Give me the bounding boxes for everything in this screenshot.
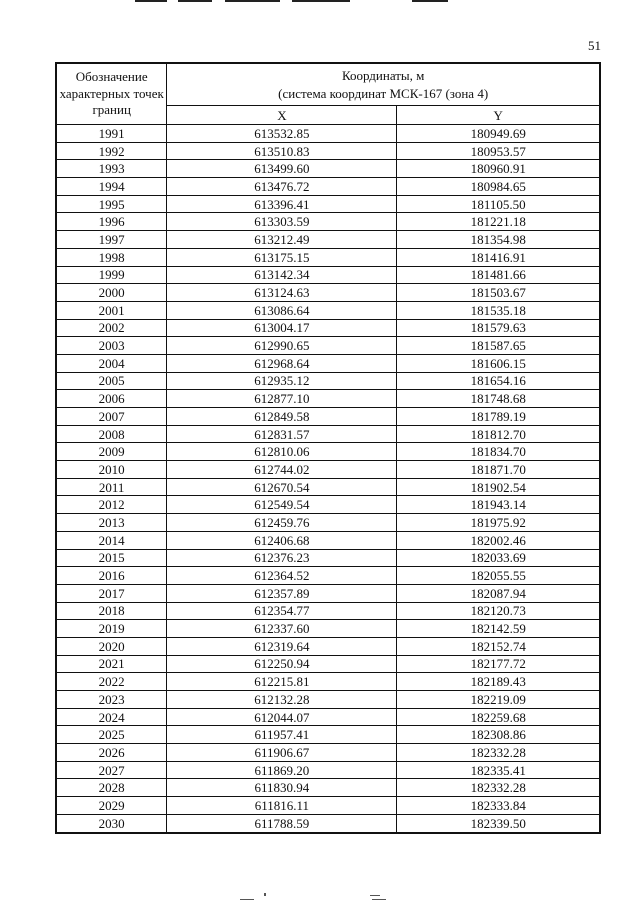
x-cell: 611906.67 <box>167 744 397 762</box>
table-row <box>56 708 600 726</box>
point-cell: 1993 <box>56 160 167 178</box>
y-cell: 181834.70 <box>397 443 600 461</box>
point-cell: 2020 <box>56 637 167 655</box>
y-cell: 182002.46 <box>397 531 600 549</box>
point-cell: 2021 <box>56 655 167 673</box>
table-row <box>56 213 600 231</box>
x-cell: 612044.07 <box>167 708 397 726</box>
table-row <box>56 744 600 762</box>
table-row <box>56 655 600 673</box>
point-cell: 2002 <box>56 319 167 337</box>
x-cell: 612364.52 <box>167 567 397 585</box>
y-cell: 181902.54 <box>397 478 600 496</box>
table-row <box>56 584 600 602</box>
point-cell: 2025 <box>56 726 167 744</box>
header-coordinates-system: (система координат МСК-167 (зона 4) <box>278 85 489 101</box>
y-cell: 182152.74 <box>397 637 600 655</box>
point-cell: 2012 <box>56 496 167 514</box>
table-row <box>56 496 600 514</box>
y-cell: 182335.41 <box>397 761 600 779</box>
point-cell: 2016 <box>56 567 167 585</box>
x-cell: 611788.59 <box>167 814 397 832</box>
x-cell: 612215.81 <box>167 673 397 691</box>
point-cell: 2006 <box>56 390 167 408</box>
x-cell: 612354.77 <box>167 602 397 620</box>
page-number: 51 <box>588 38 601 53</box>
y-cell: 181503.67 <box>397 284 600 302</box>
header-point-designation: Обозначение характерных точек границ <box>56 63 167 125</box>
x-cell: 613303.59 <box>167 213 397 231</box>
table-row <box>56 354 600 372</box>
y-cell: 181943.14 <box>397 496 600 514</box>
x-cell: 612337.60 <box>167 620 397 638</box>
x-cell: 613175.15 <box>167 248 397 266</box>
point-cell: 1999 <box>56 266 167 284</box>
y-cell: 180960.91 <box>397 160 600 178</box>
x-cell: 611869.20 <box>167 761 397 779</box>
x-cell: 612406.68 <box>167 531 397 549</box>
x-cell: 613142.34 <box>167 266 397 284</box>
y-cell: 181812.70 <box>397 425 600 443</box>
table-row <box>56 761 600 779</box>
y-cell: 182259.68 <box>397 708 600 726</box>
table-row <box>56 814 600 832</box>
table-row <box>56 372 600 390</box>
y-cell: 181587.65 <box>397 337 600 355</box>
y-cell: 181975.92 <box>397 514 600 532</box>
table-row <box>56 514 600 532</box>
point-cell: 1995 <box>56 195 167 213</box>
table-row <box>56 637 600 655</box>
point-cell: 2027 <box>56 761 167 779</box>
point-cell: 1991 <box>56 125 167 143</box>
y-cell: 182332.28 <box>397 779 600 797</box>
x-cell: 612877.10 <box>167 390 397 408</box>
y-cell: 182087.94 <box>397 584 600 602</box>
point-cell: 2014 <box>56 531 167 549</box>
y-cell: 181481.66 <box>397 266 600 284</box>
y-cell: 181105.50 <box>397 195 600 213</box>
y-cell: 181535.18 <box>397 301 600 319</box>
x-cell: 613532.85 <box>167 125 397 143</box>
x-cell: 612670.54 <box>167 478 397 496</box>
table-row <box>56 284 600 302</box>
y-cell: 182332.28 <box>397 744 600 762</box>
point-cell: 2013 <box>56 514 167 532</box>
point-cell: 2007 <box>56 408 167 426</box>
x-cell: 613004.17 <box>167 319 397 337</box>
table-row <box>56 602 600 620</box>
point-cell: 2009 <box>56 443 167 461</box>
x-cell: 612968.64 <box>167 354 397 372</box>
x-cell: 613396.41 <box>167 195 397 213</box>
point-cell: 2028 <box>56 779 167 797</box>
y-cell: 181354.98 <box>397 231 600 249</box>
point-cell: 2010 <box>56 461 167 479</box>
table-row <box>56 425 600 443</box>
x-cell: 613476.72 <box>167 178 397 196</box>
table-row <box>56 797 600 815</box>
x-cell: 612831.57 <box>167 425 397 443</box>
point-cell: 2024 <box>56 708 167 726</box>
header-coordinates-title: Координаты, м <box>341 67 425 83</box>
table-row <box>56 178 600 196</box>
point-cell: 2018 <box>56 602 167 620</box>
table-row <box>56 337 600 355</box>
point-cell: 2022 <box>56 673 167 691</box>
x-cell: 612319.64 <box>167 637 397 655</box>
x-cell: 612459.76 <box>167 514 397 532</box>
point-cell: 2011 <box>56 478 167 496</box>
table-row <box>56 248 600 266</box>
y-cell: 182339.50 <box>397 814 600 832</box>
table-row <box>56 549 600 567</box>
table-row <box>56 195 600 213</box>
point-cell: 1994 <box>56 178 167 196</box>
table-row <box>56 142 600 160</box>
x-cell: 613212.49 <box>167 231 397 249</box>
y-cell: 180984.65 <box>397 178 600 196</box>
point-cell: 2017 <box>56 584 167 602</box>
y-cell: 182333.84 <box>397 797 600 815</box>
x-cell: 613086.64 <box>167 301 397 319</box>
x-cell: 612376.23 <box>167 549 397 567</box>
table-row <box>56 531 600 549</box>
table-row <box>56 691 600 709</box>
y-cell: 182177.72 <box>397 655 600 673</box>
y-cell: 182219.09 <box>397 691 600 709</box>
table-row <box>56 673 600 691</box>
point-cell: 2026 <box>56 744 167 762</box>
coordinates-table <box>55 62 601 834</box>
point-cell: 2015 <box>56 549 167 567</box>
x-cell: 612744.02 <box>167 461 397 479</box>
table-row <box>56 408 600 426</box>
point-cell: 1992 <box>56 142 167 160</box>
point-cell: 1998 <box>56 248 167 266</box>
y-cell: 181221.18 <box>397 213 600 231</box>
y-cell: 181654.16 <box>397 372 600 390</box>
table-row <box>56 319 600 337</box>
x-cell: 613510.83 <box>167 142 397 160</box>
x-cell: 613499.60 <box>167 160 397 178</box>
table-row <box>56 443 600 461</box>
point-cell: 2019 <box>56 620 167 638</box>
table-row <box>56 461 600 479</box>
point-cell: 2030 <box>56 814 167 832</box>
point-cell: 2023 <box>56 691 167 709</box>
x-cell: 612810.06 <box>167 443 397 461</box>
point-cell: 1997 <box>56 231 167 249</box>
y-cell: 181789.19 <box>397 408 600 426</box>
table-row <box>56 301 600 319</box>
x-cell: 611957.41 <box>167 726 397 744</box>
x-cell: 613124.63 <box>167 284 397 302</box>
y-cell: 180949.69 <box>397 125 600 143</box>
x-cell: 612990.65 <box>167 337 397 355</box>
y-cell: 181748.68 <box>397 390 600 408</box>
point-cell: 1996 <box>56 213 167 231</box>
table-row <box>56 390 600 408</box>
table-row <box>56 266 600 284</box>
x-cell: 612935.12 <box>167 372 397 390</box>
table-row <box>56 620 600 638</box>
x-cell: 611816.11 <box>167 797 397 815</box>
y-cell: 181871.70 <box>397 461 600 479</box>
y-cell: 180953.57 <box>397 142 600 160</box>
y-cell: 181579.63 <box>397 319 600 337</box>
table-row <box>56 231 600 249</box>
y-cell: 182055.55 <box>397 567 600 585</box>
point-cell: 2029 <box>56 797 167 815</box>
y-cell: 182142.59 <box>397 620 600 638</box>
table-row <box>56 779 600 797</box>
x-cell: 612250.94 <box>167 655 397 673</box>
point-cell: 2003 <box>56 337 167 355</box>
bottom-scan-marks <box>0 893 640 905</box>
x-cell: 611830.94 <box>167 779 397 797</box>
point-cell: 2001 <box>56 301 167 319</box>
y-cell: 182033.69 <box>397 549 600 567</box>
y-cell: 182189.43 <box>397 673 600 691</box>
table-row <box>56 567 600 585</box>
point-cell: 2004 <box>56 354 167 372</box>
table-row <box>56 478 600 496</box>
x-cell: 612357.89 <box>167 584 397 602</box>
y-cell: 181416.91 <box>397 248 600 266</box>
table-row <box>56 125 600 143</box>
header-coordinates <box>167 63 600 106</box>
x-cell: 612132.28 <box>167 691 397 709</box>
x-cell: 612549.54 <box>167 496 397 514</box>
point-cell: 2008 <box>56 425 167 443</box>
top-scan-marks <box>0 0 640 6</box>
table-row <box>56 726 600 744</box>
y-cell: 182120.73 <box>397 602 600 620</box>
y-cell: 182308.86 <box>397 726 600 744</box>
table-body <box>56 125 600 833</box>
x-cell: 612849.58 <box>167 408 397 426</box>
header-x: X <box>167 106 397 125</box>
header-y: Y <box>397 106 600 125</box>
point-cell: 2005 <box>56 372 167 390</box>
point-cell: 2000 <box>56 284 167 302</box>
table-row <box>56 160 600 178</box>
y-cell: 181606.15 <box>397 354 600 372</box>
